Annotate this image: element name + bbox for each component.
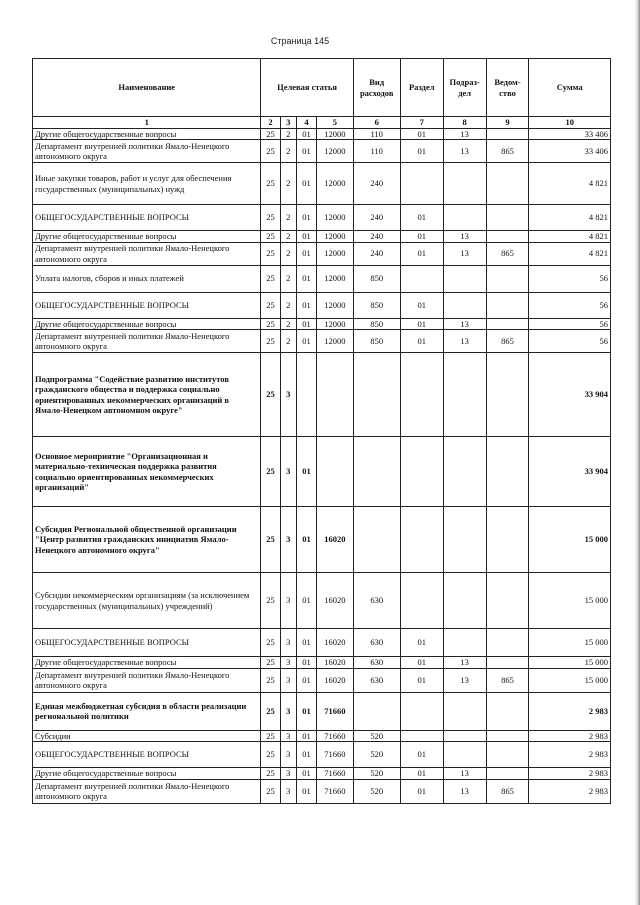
header-amount: Сумма <box>529 59 611 117</box>
expense-type-cell <box>353 507 400 573</box>
target-code-activity-cell: 01 <box>296 292 316 318</box>
target-code-direction-cell: 71660 <box>317 742 353 768</box>
section-cell: 01 <box>400 657 443 669</box>
department-cell <box>486 318 529 330</box>
section-cell <box>400 507 443 573</box>
target-code-activity-cell <box>296 353 316 437</box>
target-code-program-cell: 25 <box>261 205 280 231</box>
amount-cell: 15 000 <box>529 573 611 629</box>
department-cell <box>486 768 529 780</box>
subsection-cell <box>443 265 486 292</box>
subsection-cell <box>443 205 486 231</box>
target-code-subprogram-cell: 2 <box>280 140 296 163</box>
target-code-program-cell: 25 <box>261 128 280 140</box>
department-cell: 865 <box>486 242 529 265</box>
expense-type-cell: 630 <box>353 629 400 657</box>
amount-cell: 15 000 <box>529 668 611 692</box>
target-code-program-cell: 25 <box>261 353 280 437</box>
table-row <box>33 573 611 629</box>
target-code-activity-cell: 01 <box>296 692 316 730</box>
target-code-activity-cell: 01 <box>296 205 316 231</box>
amount-cell: 2 983 <box>529 730 611 742</box>
row-name-cell: ОБЩЕГОСУДАРСТВЕННЫЕ ВОПРОСЫ <box>33 742 261 768</box>
target-code-subprogram-cell: 3 <box>280 507 296 573</box>
target-code-activity-cell: 01 <box>296 318 316 330</box>
target-code-activity-cell: 01 <box>296 437 316 507</box>
target-code-direction-cell <box>317 437 353 507</box>
target-code-direction-cell: 71660 <box>317 768 353 780</box>
target-code-activity-cell: 01 <box>296 657 316 669</box>
row-name-cell: Департамент внутренней политики Ямало-Ненецкого автономного округа <box>33 668 261 692</box>
table-header-row <box>33 59 611 117</box>
target-code-subprogram-cell: 2 <box>280 128 296 140</box>
expense-type-cell <box>353 437 400 507</box>
table-row <box>33 231 611 243</box>
amount-cell: 15 000 <box>529 657 611 669</box>
target-code-direction-cell: 12000 <box>317 128 353 140</box>
department-cell <box>486 292 529 318</box>
target-code-program-cell: 25 <box>261 730 280 742</box>
amount-cell: 56 <box>529 265 611 292</box>
amount-cell: 2 983 <box>529 742 611 768</box>
row-name-cell: Департамент внутренней политики Ямало-Ненецкого автономного округа <box>33 779 261 803</box>
row-name-cell: ОБЩЕГОСУДАРСТВЕННЫЕ ВОПРОСЫ <box>33 629 261 657</box>
expense-type-cell: 520 <box>353 730 400 742</box>
amount-cell: 33 904 <box>529 437 611 507</box>
target-code-activity-cell: 01 <box>296 742 316 768</box>
table-row <box>33 629 611 657</box>
table-row <box>33 668 611 692</box>
page-edge-shadow <box>634 0 640 905</box>
column-number-row <box>33 117 611 129</box>
target-code-direction-cell: 71660 <box>317 692 353 730</box>
subsection-cell: 13 <box>443 768 486 780</box>
section-cell <box>400 573 443 629</box>
section-cell <box>400 163 443 205</box>
subsection-cell: 13 <box>443 779 486 803</box>
amount-cell: 4 821 <box>529 205 611 231</box>
department-cell: 865 <box>486 140 529 163</box>
target-code-subprogram-cell: 2 <box>280 265 296 292</box>
target-code-subprogram-cell: 3 <box>280 730 296 742</box>
section-cell <box>400 730 443 742</box>
target-code-program-cell: 25 <box>261 692 280 730</box>
department-cell <box>486 437 529 507</box>
table-row <box>33 657 611 669</box>
column-number: 1 <box>33 117 261 129</box>
row-name-cell: Подпрограмма "Содействие развитию институтов гражданского общества и поддержка социально ориентированных некоммерческих организаций в Ямало-Ненецком автономном округе" <box>33 353 261 437</box>
subsection-cell <box>443 507 486 573</box>
row-name-cell: Уплата налогов, сборов и иных платежей <box>33 265 261 292</box>
expense-type-cell: 240 <box>353 231 400 243</box>
column-number: 9 <box>486 117 529 129</box>
table-row <box>33 742 611 768</box>
target-code-direction-cell: 16020 <box>317 507 353 573</box>
section-cell: 01 <box>400 330 443 353</box>
header-name: Наименование <box>33 59 261 117</box>
target-code-activity-cell: 01 <box>296 779 316 803</box>
target-code-subprogram-cell: 3 <box>280 573 296 629</box>
amount-cell: 33 406 <box>529 128 611 140</box>
expense-type-cell: 240 <box>353 242 400 265</box>
department-cell <box>486 629 529 657</box>
table-row <box>33 692 611 730</box>
target-code-activity-cell: 01 <box>296 163 316 205</box>
expense-type-cell: 630 <box>353 573 400 629</box>
target-code-subprogram-cell: 2 <box>280 242 296 265</box>
subsection-cell <box>443 163 486 205</box>
table-row <box>33 507 611 573</box>
amount-cell: 56 <box>529 330 611 353</box>
target-code-activity-cell: 01 <box>296 128 316 140</box>
row-name-cell: Единая межбюджетная субсидия в области реализации региональной политики <box>33 692 261 730</box>
target-code-direction-cell <box>317 353 353 437</box>
target-code-program-cell: 25 <box>261 231 280 243</box>
subsection-cell <box>443 742 486 768</box>
department-cell: 865 <box>486 779 529 803</box>
row-name-cell: ОБЩЕГОСУДАРСТВЕННЫЕ ВОПРОСЫ <box>33 205 261 231</box>
table-row <box>33 779 611 803</box>
row-name-cell: Субсидии <box>33 730 261 742</box>
department-cell <box>486 231 529 243</box>
column-number: 8 <box>443 117 486 129</box>
expense-type-cell: 850 <box>353 265 400 292</box>
section-cell <box>400 265 443 292</box>
department-cell <box>486 657 529 669</box>
target-code-direction-cell: 71660 <box>317 779 353 803</box>
table-row <box>33 163 611 205</box>
amount-cell: 4 821 <box>529 242 611 265</box>
target-code-subprogram-cell: 2 <box>280 330 296 353</box>
target-code-direction-cell: 12000 <box>317 231 353 243</box>
target-code-program-cell: 25 <box>261 318 280 330</box>
subsection-cell <box>443 573 486 629</box>
column-number: 10 <box>529 117 611 129</box>
row-name-cell: Другие общегосударственные вопросы <box>33 657 261 669</box>
target-code-direction-cell: 12000 <box>317 330 353 353</box>
amount-cell: 2 983 <box>529 692 611 730</box>
row-name-cell: Другие общегосударственные вопросы <box>33 318 261 330</box>
section-cell: 01 <box>400 242 443 265</box>
target-code-subprogram-cell: 3 <box>280 742 296 768</box>
expense-type-cell: 850 <box>353 318 400 330</box>
target-code-direction-cell: 12000 <box>317 265 353 292</box>
target-code-program-cell: 25 <box>261 768 280 780</box>
target-code-program-cell: 25 <box>261 330 280 353</box>
target-code-program-cell: 25 <box>261 779 280 803</box>
subsection-cell: 13 <box>443 231 486 243</box>
subsection-cell: 13 <box>443 242 486 265</box>
row-name-cell: Субсидия Региональной общественной организации "Центр развития гражданских инициатив Ямало-Ненецкого автономного округа" <box>33 507 261 573</box>
target-code-program-cell: 25 <box>261 265 280 292</box>
target-code-subprogram-cell: 3 <box>280 768 296 780</box>
header-target-article: Целевая статья <box>261 59 353 117</box>
section-cell: 01 <box>400 140 443 163</box>
table-row <box>33 292 611 318</box>
amount-cell: 56 <box>529 292 611 318</box>
target-code-program-cell: 25 <box>261 163 280 205</box>
amount-cell: 33 904 <box>529 353 611 437</box>
row-name-cell: Другие общегосударственные вопросы <box>33 768 261 780</box>
expense-type-cell: 520 <box>353 779 400 803</box>
table-row <box>33 205 611 231</box>
amount-cell: 56 <box>529 318 611 330</box>
column-number: 2 <box>261 117 280 129</box>
section-cell: 01 <box>400 779 443 803</box>
target-code-program-cell: 25 <box>261 437 280 507</box>
page-number-label: Страница 145 <box>270 36 330 46</box>
target-code-subprogram-cell: 3 <box>280 657 296 669</box>
target-code-activity-cell: 01 <box>296 730 316 742</box>
expense-type-cell: 630 <box>353 668 400 692</box>
target-code-direction-cell: 71660 <box>317 730 353 742</box>
target-code-direction-cell: 12000 <box>317 205 353 231</box>
column-number: 6 <box>353 117 400 129</box>
subsection-cell: 13 <box>443 657 486 669</box>
row-name-cell: Субсидии некоммерческим организациям (за исключением государственных (муниципальных) учреждений) <box>33 573 261 629</box>
expense-type-cell: 520 <box>353 742 400 768</box>
target-code-program-cell: 25 <box>261 507 280 573</box>
row-name-cell: Другие общегосударственные вопросы <box>33 128 261 140</box>
target-code-direction-cell: 16020 <box>317 629 353 657</box>
section-cell <box>400 353 443 437</box>
target-code-subprogram-cell: 3 <box>280 437 296 507</box>
target-code-activity-cell: 01 <box>296 140 316 163</box>
target-code-activity-cell: 01 <box>296 573 316 629</box>
amount-cell: 2 983 <box>529 768 611 780</box>
amount-cell: 15 000 <box>529 629 611 657</box>
target-code-direction-cell: 12000 <box>317 242 353 265</box>
column-number: 7 <box>400 117 443 129</box>
target-code-subprogram-cell: 2 <box>280 231 296 243</box>
department-cell: 865 <box>486 330 529 353</box>
section-cell: 01 <box>400 292 443 318</box>
column-number: 3 <box>280 117 296 129</box>
section-cell: 01 <box>400 742 443 768</box>
subsection-cell <box>443 629 486 657</box>
target-code-subprogram-cell: 2 <box>280 318 296 330</box>
row-name-cell: Основное мероприятие "Организационная и материально-техническая поддержка развития социально ориентированных некоммерческих организаций" <box>33 437 261 507</box>
subsection-cell: 13 <box>443 318 486 330</box>
row-name-cell: Департамент внутренней политики Ямало-Ненецкого автономного округа <box>33 330 261 353</box>
section-cell: 01 <box>400 231 443 243</box>
target-code-subprogram-cell: 3 <box>280 353 296 437</box>
target-code-direction-cell: 12000 <box>317 163 353 205</box>
expense-type-cell: 850 <box>353 330 400 353</box>
subsection-cell: 13 <box>443 668 486 692</box>
amount-cell: 2 983 <box>529 779 611 803</box>
target-code-subprogram-cell: 2 <box>280 292 296 318</box>
target-code-direction-cell: 16020 <box>317 573 353 629</box>
amount-cell: 4 821 <box>529 163 611 205</box>
section-cell: 01 <box>400 128 443 140</box>
section-cell: 01 <box>400 318 443 330</box>
target-code-program-cell: 25 <box>261 292 280 318</box>
department-cell: 865 <box>486 668 529 692</box>
row-name-cell: Другие общегосударственные вопросы <box>33 231 261 243</box>
target-code-direction-cell: 16020 <box>317 668 353 692</box>
target-code-program-cell: 25 <box>261 242 280 265</box>
row-name-cell: ОБЩЕГОСУДАРСТВЕННЫЕ ВОПРОСЫ <box>33 292 261 318</box>
target-code-program-cell: 25 <box>261 742 280 768</box>
section-cell: 01 <box>400 629 443 657</box>
section-cell <box>400 437 443 507</box>
department-cell <box>486 730 529 742</box>
target-code-activity-cell: 01 <box>296 629 316 657</box>
amount-cell: 4 821 <box>529 231 611 243</box>
subsection-cell: 13 <box>443 128 486 140</box>
department-cell <box>486 128 529 140</box>
target-code-subprogram-cell: 3 <box>280 779 296 803</box>
target-code-activity-cell: 01 <box>296 768 316 780</box>
table-row <box>33 353 611 437</box>
target-code-subprogram-cell: 3 <box>280 629 296 657</box>
subsection-cell: 13 <box>443 140 486 163</box>
section-cell: 01 <box>400 768 443 780</box>
department-cell <box>486 742 529 768</box>
department-cell <box>486 353 529 437</box>
expense-type-cell: 240 <box>353 163 400 205</box>
target-code-program-cell: 25 <box>261 657 280 669</box>
department-cell <box>486 573 529 629</box>
budget-table <box>32 58 611 804</box>
table-row <box>33 730 611 742</box>
subsection-cell <box>443 437 486 507</box>
subsection-cell <box>443 730 486 742</box>
target-code-activity-cell: 01 <box>296 242 316 265</box>
header-section: Раздел <box>400 59 443 117</box>
department-cell <box>486 265 529 292</box>
target-code-activity-cell: 01 <box>296 265 316 292</box>
table-body <box>33 128 611 803</box>
table-row <box>33 265 611 292</box>
expense-type-cell: 110 <box>353 128 400 140</box>
column-number: 5 <box>317 117 353 129</box>
target-code-direction-cell: 12000 <box>317 318 353 330</box>
table-row <box>33 437 611 507</box>
subsection-cell <box>443 292 486 318</box>
row-name-cell: Департамент внутренней политики Ямало-Ненецкого автономного округа <box>33 242 261 265</box>
target-code-subprogram-cell: 3 <box>280 692 296 730</box>
row-name-cell: Иные закупки товаров, работ и услуг для обеспечения государственных (муниципальных) нужд <box>33 163 261 205</box>
department-cell <box>486 205 529 231</box>
table-row <box>33 768 611 780</box>
target-code-program-cell: 25 <box>261 668 280 692</box>
target-code-activity-cell: 01 <box>296 231 316 243</box>
expense-type-cell: 240 <box>353 205 400 231</box>
expense-type-cell <box>353 353 400 437</box>
target-code-program-cell: 25 <box>261 573 280 629</box>
subsection-cell <box>443 353 486 437</box>
expense-type-cell <box>353 692 400 730</box>
column-number: 4 <box>296 117 316 129</box>
table-row <box>33 242 611 265</box>
header-subsection: Подраз-дел <box>443 59 486 117</box>
amount-cell: 15 000 <box>529 507 611 573</box>
expense-type-cell: 630 <box>353 657 400 669</box>
section-cell <box>400 692 443 730</box>
target-code-direction-cell: 12000 <box>317 140 353 163</box>
target-code-direction-cell: 12000 <box>317 292 353 318</box>
target-code-activity-cell: 01 <box>296 668 316 692</box>
expense-type-cell: 850 <box>353 292 400 318</box>
target-code-program-cell: 25 <box>261 140 280 163</box>
amount-cell: 33 406 <box>529 140 611 163</box>
table-row <box>33 318 611 330</box>
department-cell <box>486 692 529 730</box>
subsection-cell <box>443 692 486 730</box>
target-code-subprogram-cell: 2 <box>280 205 296 231</box>
table-row <box>33 330 611 353</box>
header-department: Ведом-ство <box>486 59 529 117</box>
target-code-subprogram-cell: 3 <box>280 668 296 692</box>
header-expense-type: Вид расходов <box>353 59 400 117</box>
target-code-activity-cell: 01 <box>296 507 316 573</box>
target-code-direction-cell: 16020 <box>317 657 353 669</box>
row-name-cell: Департамент внутренней политики Ямало-Ненецкого автономного округа <box>33 140 261 163</box>
expense-type-cell: 110 <box>353 140 400 163</box>
department-cell <box>486 163 529 205</box>
expense-type-cell: 520 <box>353 768 400 780</box>
table-row <box>33 128 611 140</box>
department-cell <box>486 507 529 573</box>
target-code-program-cell: 25 <box>261 629 280 657</box>
subsection-cell: 13 <box>443 330 486 353</box>
target-code-subprogram-cell: 2 <box>280 163 296 205</box>
section-cell: 01 <box>400 668 443 692</box>
target-code-activity-cell: 01 <box>296 330 316 353</box>
section-cell: 01 <box>400 205 443 231</box>
table-row <box>33 140 611 163</box>
